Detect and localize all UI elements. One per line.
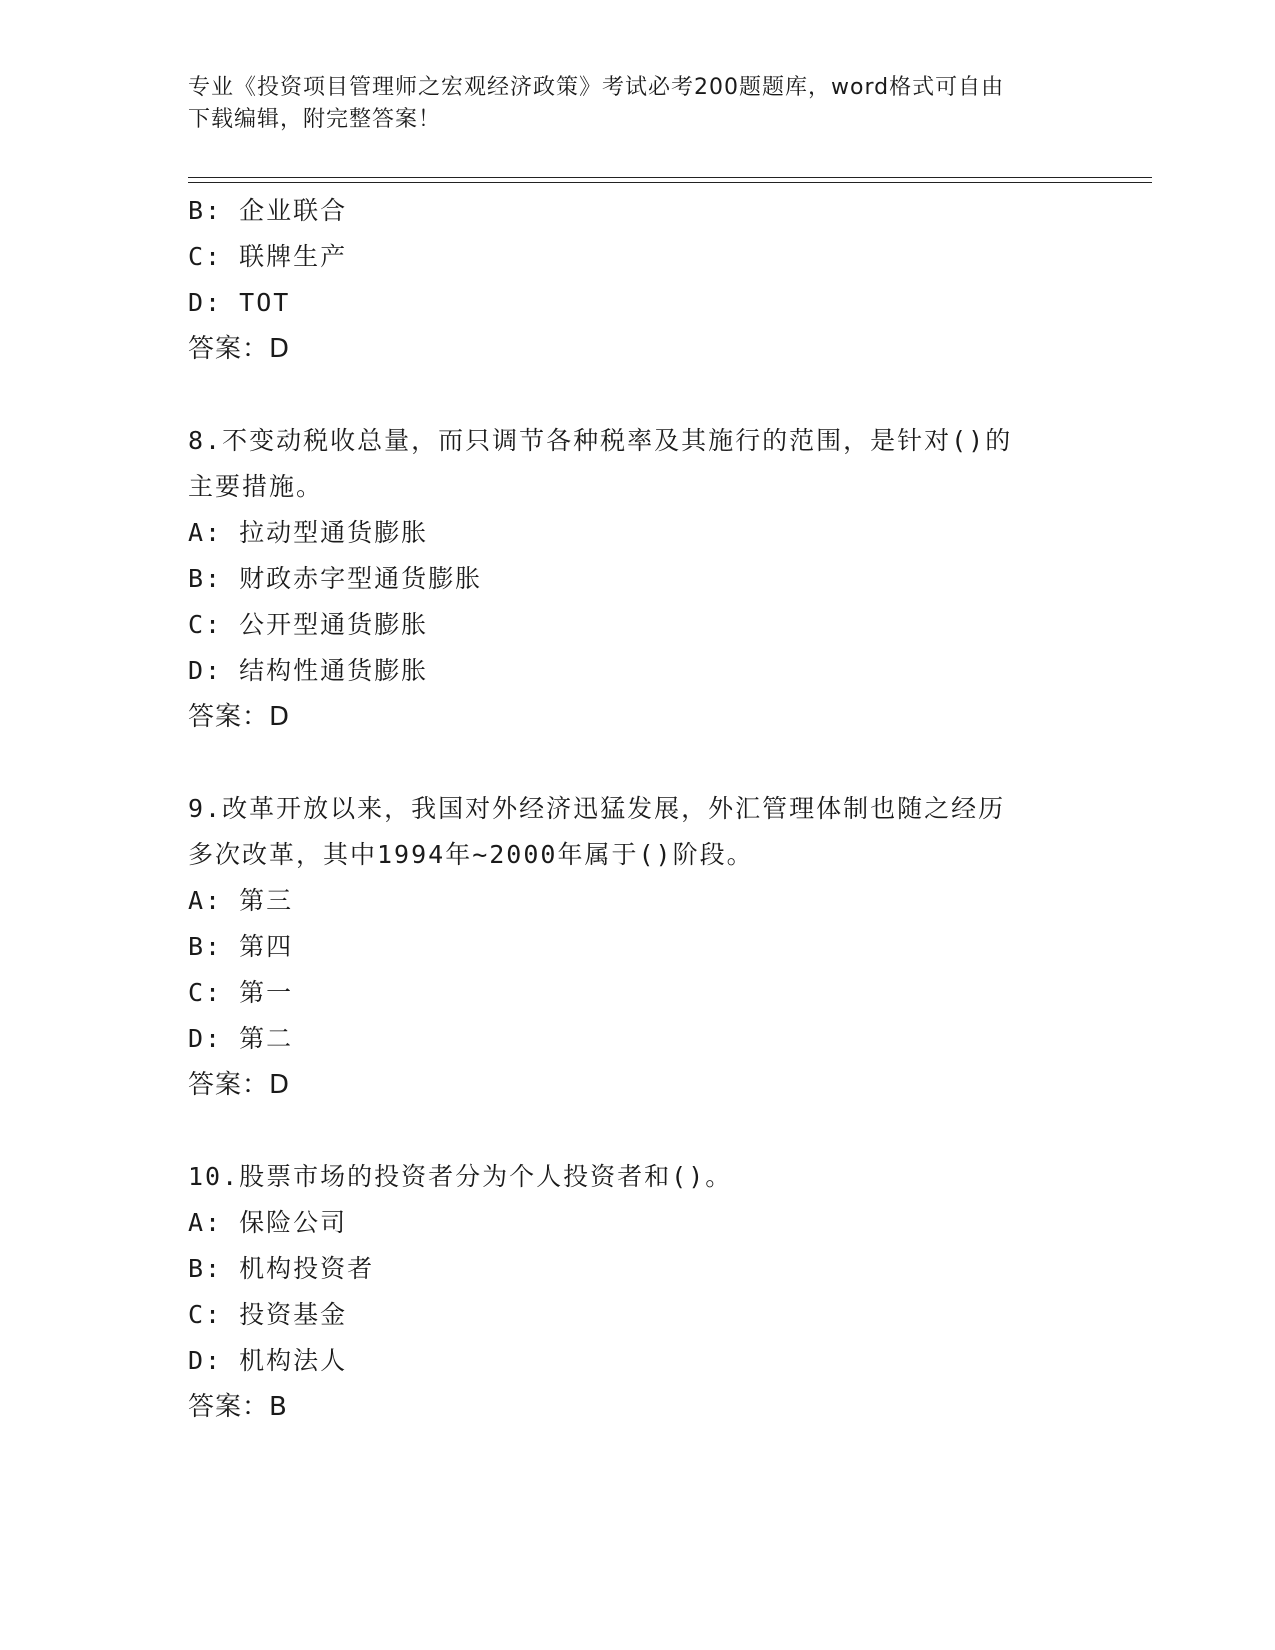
option-b: B: 第四 xyxy=(188,932,294,961)
spacer xyxy=(188,740,1088,786)
question-8 xyxy=(188,418,1088,740)
option-c: C: 投资基金 xyxy=(188,1300,348,1329)
question-10 xyxy=(188,1154,1088,1430)
spacer xyxy=(188,372,1088,418)
option-d: D: 结构性通货膨胀 xyxy=(188,656,429,685)
document-header xyxy=(188,72,1068,136)
option-b: B: 企业联合 xyxy=(188,196,348,225)
option-a: A: 拉动型通货膨胀 xyxy=(188,518,429,547)
answer: 答案：D xyxy=(188,334,291,364)
answer: 答案：D xyxy=(188,1070,291,1100)
option-a: A: 第三 xyxy=(188,886,294,915)
header-rule-top xyxy=(188,177,1152,178)
option-c: C: 公开型通货膨胀 xyxy=(188,610,429,639)
question-text: 多次改革，其中1994年~2000年属于()阶段。 xyxy=(188,840,754,869)
option-d: D: 第二 xyxy=(188,1024,294,1053)
question-text: 8.不变动税收总量，而只调节各种税率及其施行的范围，是针对()的 xyxy=(188,426,1013,455)
option-c: C: 第一 xyxy=(188,978,294,1007)
option-b: B: 机构投资者 xyxy=(188,1254,375,1283)
option-b: B: 财政赤字型通货膨胀 xyxy=(188,564,483,593)
question-text: 10.股票市场的投资者分为个人投资者和()。 xyxy=(188,1162,733,1191)
option-d: D: TOT xyxy=(188,288,291,317)
question-9 xyxy=(188,786,1088,1108)
answer: 答案：B xyxy=(188,1392,288,1422)
question-text: 主要措施。 xyxy=(188,472,324,501)
question-text: 9.改革开放以来，我国对外经济迅猛发展，外汇管理体制也随之经历 xyxy=(188,794,1006,823)
answer: 答案：D xyxy=(188,702,291,732)
option-a: A: 保险公司 xyxy=(188,1208,348,1237)
option-c: C: 联牌生产 xyxy=(188,242,348,271)
question-7-continued xyxy=(188,188,1088,372)
header-line-1: 专业《投资项目管理师之宏观经济政策》考试必考200题题库，word格式可自由 xyxy=(188,75,1005,100)
header-rule-bottom xyxy=(188,182,1152,183)
spacer xyxy=(188,1108,1088,1154)
header-line-2: 下载编辑，附完整答案！ xyxy=(188,107,442,132)
question-list xyxy=(188,188,1088,1430)
option-d: D: 机构法人 xyxy=(188,1346,348,1375)
